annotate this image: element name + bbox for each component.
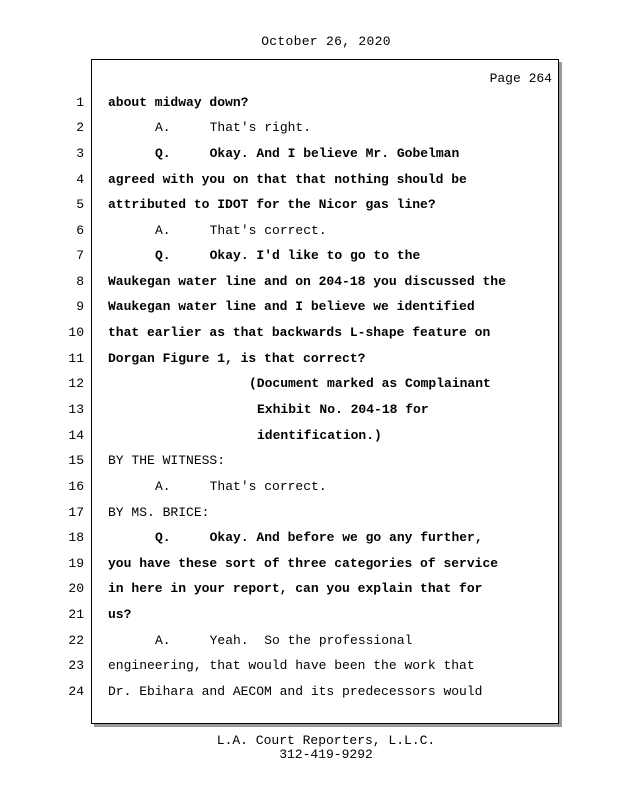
line-number: 9 (76, 299, 84, 314)
line-text: A. That's correct. (155, 223, 327, 238)
footer-phone: 312-419-9292 (279, 747, 373, 762)
line-text: BY THE WITNESS: (108, 453, 226, 468)
transcript-line (0, 633, 618, 653)
header-date: October 26, 2020 (261, 34, 391, 49)
line-text: Exhibit No. 204-18 for (257, 402, 429, 417)
line-text: A. That's correct. (155, 479, 327, 494)
line-number: 11 (68, 351, 84, 366)
transcript-line (0, 299, 618, 319)
transcript-line (0, 376, 618, 396)
line-text: A. Yeah. So the professional (155, 633, 413, 648)
line-text: Waukegan water line and I believe we identified (108, 299, 475, 314)
line-text: you have these sort of three categories of service (108, 556, 499, 571)
line-number: 19 (68, 556, 84, 571)
line-text: Q. Okay. And I believe Mr. Gobelman (155, 146, 460, 161)
line-number: 22 (68, 633, 84, 648)
transcript-line (0, 530, 618, 550)
transcript-line (0, 658, 618, 678)
transcript-line (0, 248, 618, 268)
line-number: 18 (68, 530, 84, 545)
transcript-line (0, 505, 618, 525)
line-text: Q. Okay. And before we go any further, (155, 530, 483, 545)
transcript-line (0, 172, 618, 192)
line-text: BY MS. BRICE: (108, 505, 210, 520)
transcript-line (0, 581, 618, 601)
line-text: in here in your report, can you explain that for (108, 581, 483, 596)
line-number: 7 (76, 248, 84, 263)
transcript-line (0, 325, 618, 345)
line-text: us? (108, 607, 132, 622)
line-number: 1 (76, 95, 84, 110)
line-number: 21 (68, 607, 84, 622)
transcript-line (0, 684, 618, 704)
transcript-line (0, 146, 618, 166)
line-number: 23 (68, 658, 84, 673)
line-text: A. That's right. (155, 120, 312, 135)
transcript-line (0, 402, 618, 422)
line-number: 17 (68, 505, 84, 520)
line-text: agreed with you on that that nothing should be (108, 172, 467, 187)
line-number: 24 (68, 684, 84, 699)
line-number: 5 (76, 197, 84, 212)
transcript-line (0, 223, 618, 243)
line-number: 10 (68, 325, 84, 340)
transcript-line (0, 274, 618, 294)
line-number: 4 (76, 172, 84, 187)
line-text: attributed to IDOT for the Nicor gas line? (108, 197, 436, 212)
transcript-line (0, 607, 618, 627)
line-number: 6 (76, 223, 84, 238)
line-number: 8 (76, 274, 84, 289)
line-number: 20 (68, 581, 84, 596)
transcript-line (0, 453, 618, 473)
line-number: 12 (68, 376, 84, 391)
line-text: Q. Okay. I'd like to go to the (155, 248, 421, 263)
transcript-line (0, 479, 618, 499)
line-number: 16 (68, 479, 84, 494)
line-text: identification.) (257, 428, 382, 443)
line-number: 13 (68, 402, 84, 417)
line-number: 3 (76, 146, 84, 161)
line-number: 14 (68, 428, 84, 443)
page-number: Page 264 (489, 71, 552, 86)
line-text: (Document marked as Complainant (249, 376, 491, 391)
transcript-line (0, 120, 618, 140)
transcript-line (0, 428, 618, 448)
line-text: Dorgan Figure 1, is that correct? (108, 351, 366, 366)
line-text: Waukegan water line and on 204-18 you discussed the (108, 274, 506, 289)
line-text: Dr. Ebihara and AECOM and its predecessors would (108, 684, 483, 699)
line-text: engineering, that would have been the work that (108, 658, 475, 673)
transcript-line (0, 95, 618, 115)
footer-company: L.A. Court Reporters, L.L.C. (216, 733, 436, 748)
transcript-line (0, 197, 618, 217)
line-number: 15 (68, 453, 84, 468)
transcript-line (0, 556, 618, 576)
line-number: 2 (76, 120, 84, 135)
line-text: about midway down? (108, 95, 249, 110)
line-text: that earlier as that backwards L-shape feature on (108, 325, 491, 340)
transcript-line (0, 351, 618, 371)
